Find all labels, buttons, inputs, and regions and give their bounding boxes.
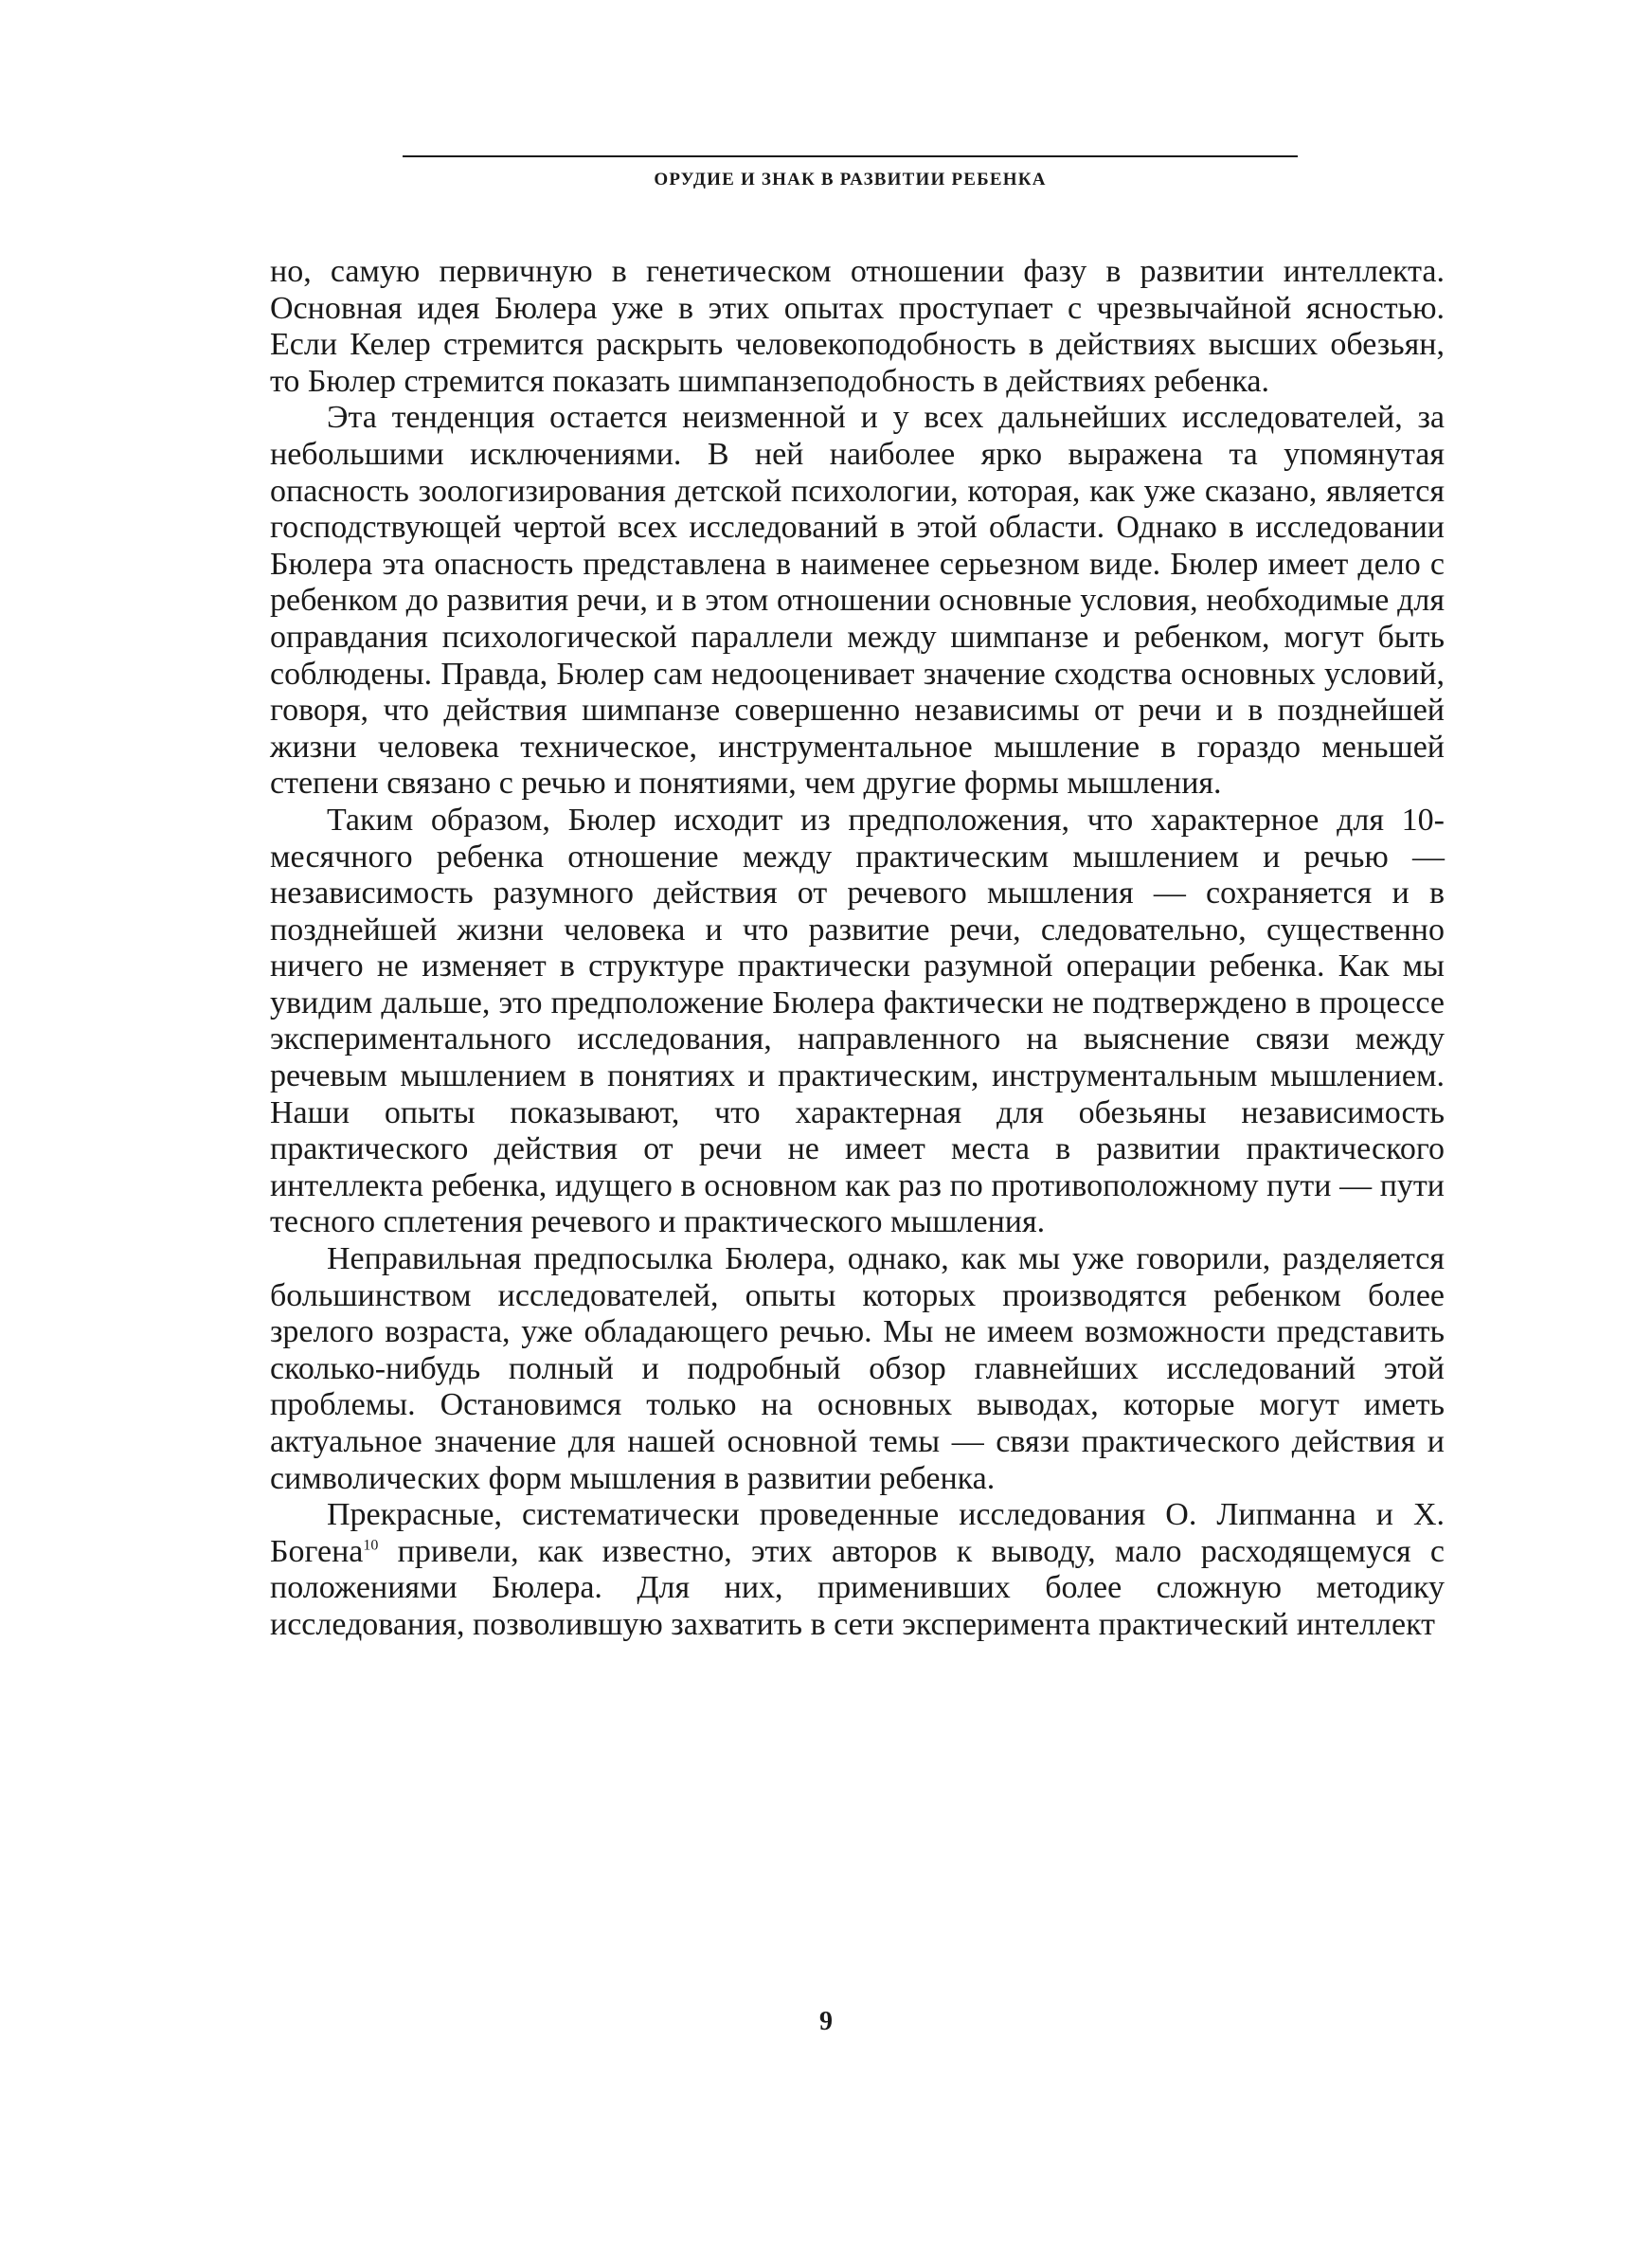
running-head: ОРУДИЕ И ЗНАК В РАЗВИТИИ РЕБЕНКА (654, 170, 1047, 190)
paragraph-5-text-after: привели, как известно, этих авторов к выводу, мало расходящемуся с положениями Бюлера. Для них, применивших более сложную методику исследования, позволившую захватить в сети эксперимента практический интеллект (270, 1533, 1445, 1642)
paragraph-5-text-before: Прекрасные, систематически проведенные исследования О. Липманна и Х. Богена (270, 1497, 1445, 1569)
paragraph-4: Неправильная предпосылка Бюлера, однако, как мы уже говорили, разделяется большинством исследователей, опыты которых производятся ребенком более зрелого возраста, уже обладающего речью. Мы не имеем возможности представить сколько-нибудь полный и подробный обзор главнейших исследований этой проблемы. Остановимся только на основных выводах, которые могут иметь актуальное значение для нашей основной темы — связи практического действия и символических форм мышления в развитии ребенка. (270, 1241, 1445, 1496)
paragraph-5 (270, 1497, 1445, 1643)
paragraph-1: но, самую первичную в генетическом отношении фазу в развитии интеллекта. Основная идея Бюлера уже в этих опытах проступает с чрезвычайной ясностью. Если Келер стремится раскрыть человекоподобность в действиях высших обезьян, то Бюлер стремится показать шимпанзеподобность в действиях ребенка. (270, 254, 1445, 399)
paragraph-2: Эта тенденция остается неизменной и у всех дальнейших исследователей, за небольшими исключениями. В ней наиболее ярко выражена та упомянутая опасность зоологизирования детской психологии, которая, как уже сказано, является господствующей чертой всех исследований в этой области. Однако в исследовании Бюлера эта опасность представлена в наименее серьезном виде. Бюлер имеет дело с ребенком до развития речи, и в этом отношении основные условия, необходимые для оправдания психологической параллели между шимпанзе и ребенком, могут быть соблюдены. Правда, Бюлер сам недооценивает значение сходства основных условий, говоря, что действия шимпанзе совершенно независимы от речи и в позднейшей жизни человека техническое, инструментальное мышление в гораздо меньшей степени связано с речью и понятиями, чем другие формы мышления. (270, 400, 1445, 802)
body-text (270, 254, 1445, 1644)
header-rule (403, 155, 1298, 157)
footnote-marker[interactable]: 10 (363, 1537, 379, 1554)
paragraph-3: Таким образом, Бюлер исходит из предположения, что характерное для 10-месячного ребенка отношение между практическим мышлением и речью — независимость разумного действия от речевого мышления — сохраняется и в позднейшей жизни человека и что развитие речи, следовательно, существенно ничего не изменяет в структуре практически разумной операции ребенка. Как мы увидим дальше, это предположение Бюлера фактически не подтверждено в процессе экспериментального исследования, направленного на выяснение связи между речевым мышлением в понятиях и практическим, инструментальным мышлением. Наши опыты показывают, что характерная для обезьяны независимость практического действия от речи не имеет места в развитии практического интеллекта ребенка, идущего в основном как раз по противоположному пути — пути тесного сплетения речевого и практического мышления. (270, 802, 1445, 1240)
page-number: 9 (819, 2007, 833, 2036)
